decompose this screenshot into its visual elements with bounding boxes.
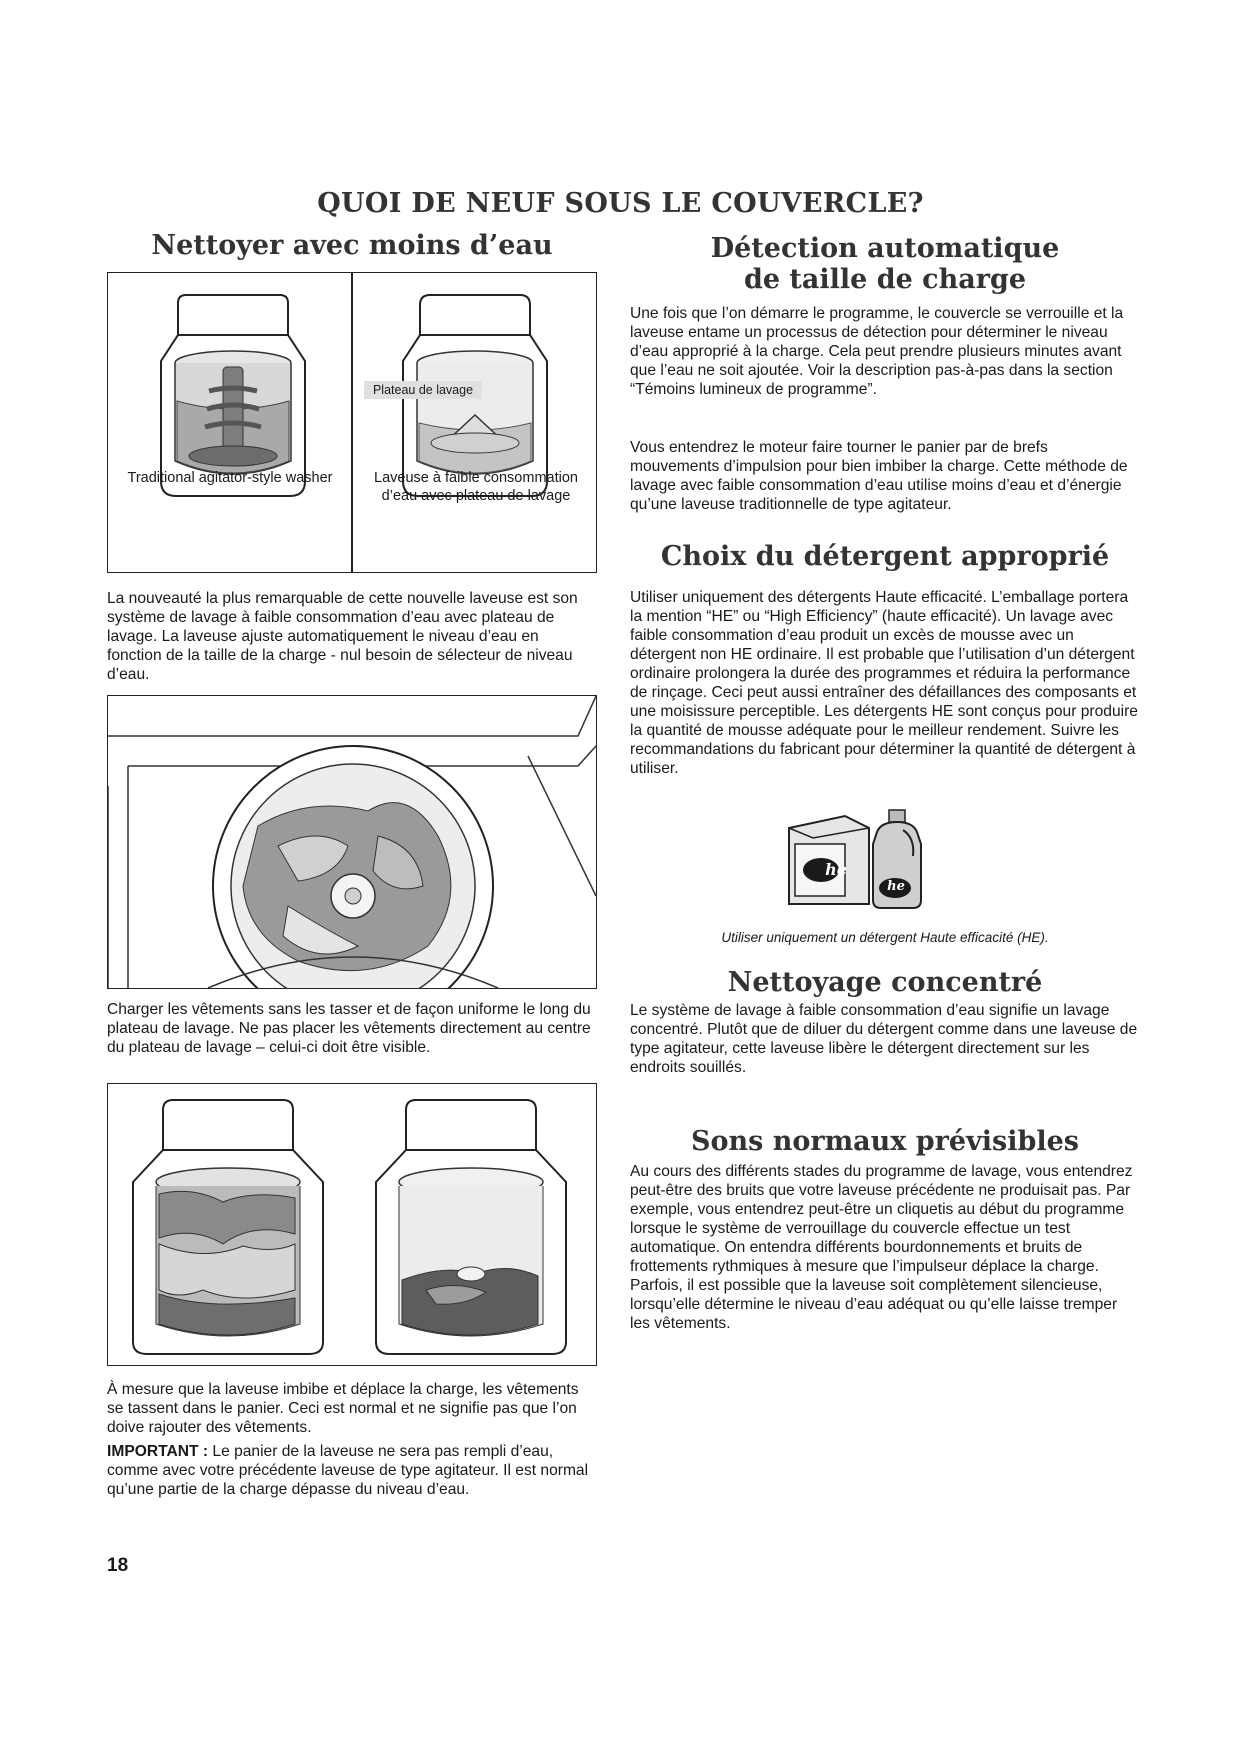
paragraph-motor-impulse: Vous entendrez le moteur faire tourner le panier par de brefs mouvements d’impulsion pour bien imbiber la charge. Cette méthode de lavage avec faible consommation d’eau utilise moins d’eau et d’énergie qu’une laveuse traditionnelle de type agitateur. [630,439,1128,513]
figure-divider [351,273,353,572]
he-detergent-icon [785,808,925,910]
caption-low-water-washer: Laveuse à faible consommation d’eau avec plateau de lavage [374,470,578,504]
page-number: 18 [107,1555,129,1576]
caption-he-detergent: Utiliser uniquement un détergent Haute efficacité (HE). [721,930,1049,945]
heading-detergent-choice: Choix du détergent approprié [660,541,1110,572]
figure-load-settling [107,1083,597,1366]
important-label: IMPORTANT : [107,1443,209,1460]
heading-auto-load-line1: Détection automatique [710,233,1060,264]
top-view-illustration [108,696,596,988]
he-logo-bottle: he [887,879,905,894]
caption-agitator-washer: Traditional agitator-style washer [127,470,333,486]
heading-auto-load-line2: de taille de charge [743,264,1027,295]
paragraph-auto-detection: Une fois que l’on démarre le programme, le couvercle se verrouille et la laveuse entame un processus de détection pour déterminer le niveau d’eau approprié à la charge. Cela peut prendre plusieurs minutes avant que l’eau ne soit ajoutée. Voir la description pas-à-pas dans la section “Témoins lumineux de programme”. [630,305,1124,398]
heading-auto-load-detection [630,233,1140,295]
figure-top-view-load [107,695,597,989]
heading-concentrated-cleaning: Nettoyage concentré [727,967,1043,998]
heading-normal-sounds: Sons normaux prévisibles [691,1126,1079,1157]
page-title: QUOI DE NEUF SOUS LE COUVERCLE? [317,188,924,219]
paragraph-he-detergent: Utiliser uniquement des détergents Haute efficacité. L’emballage portera la mention “HE” ou “High Efficiency” (haute efficacité). Un lavage avec faible consommation d’eau produit un excès de mousse avec un détergent non HE ordinaire. Il est probable que l’utilisation d’un détergent ordinaire prolongera la durée des programmes et réduira la performance de rinçage. Ceci peut aussi entraîner des défaillances des composants et une moisissure perceptible. Les détergents HE sont conçus pour produire la quantité de mousse adéquate pour le meilleur rendement. Suivre les recommandations du fabricant pour déterminer la quantité de détergent à utiliser. [630,589,1138,777]
paragraph-new-feature: La nouveauté la plus remarquable de cette nouvelle laveuse est son système de lavage à faible consommation d’eau avec plateau de lavage. La laveuse ajuste automatiquement le niveau d’eau en fonction de la taille de la charge - nul besoin de sélecteur de niveau d’eau. [107,590,578,683]
label-wash-plate: Plateau de lavage [364,381,482,399]
he-logo-box: he [825,860,847,879]
paragraph-concentrated: Le système de lavage à faible consommation d’eau signifie un lavage concentré. Plutôt que de diluer du détergent comme dans une laveuse de type agitateur, cette laveuse libère le détergent directement sur les endroits souillés. [630,1002,1138,1076]
load-after-illustration [366,1094,576,1356]
figure-washer-comparison [107,272,597,573]
paragraph-load-settles: À mesure que la laveuse imbibe et déplace la charge, les vêtements se tassent dans le panier. Ceci est normal et ne signifie pas que l’on doive rajouter des vêtements. [107,1381,579,1436]
load-before-illustration [123,1094,333,1356]
important-text: Le panier de la laveuse ne sera pas rempli d’eau, comme avec votre précédente laveuse de type agitateur. Il est normal qu’une partie de la charge dépasse du niveau d’eau. [107,1443,589,1498]
paragraph-loading: Charger les vêtements sans les tasser et de façon uniforme le long du plateau de lavage. Ne pas placer les vêtements directement au centre du plateau de lavage – celui-ci doit être visible. [107,1001,591,1056]
paragraph-important [107,1442,597,1499]
heading-less-water: Nettoyer avec moins d’eau [151,230,553,261]
paragraph-normal-sounds: Au cours des différents stades du programme de lavage, vous entendrez peut-être des bruits que votre laveuse précédente ne produisait pas. Par exemple, vous entendrez peut-être un cliquetis au début du programme lorsque le système de verrouillage du couvercle effectue un test automatique. On entendra différents bourdonnements et bruits de frottements rythmiques à mesure que l’impulseur déplace la charge. Parfois, il est possible que la laveuse soit complètement silencieuse, lorsqu’elle détermine le niveau d’eau adéquat ou qu’elle laisse tremper les vêtements. [630,1163,1133,1332]
